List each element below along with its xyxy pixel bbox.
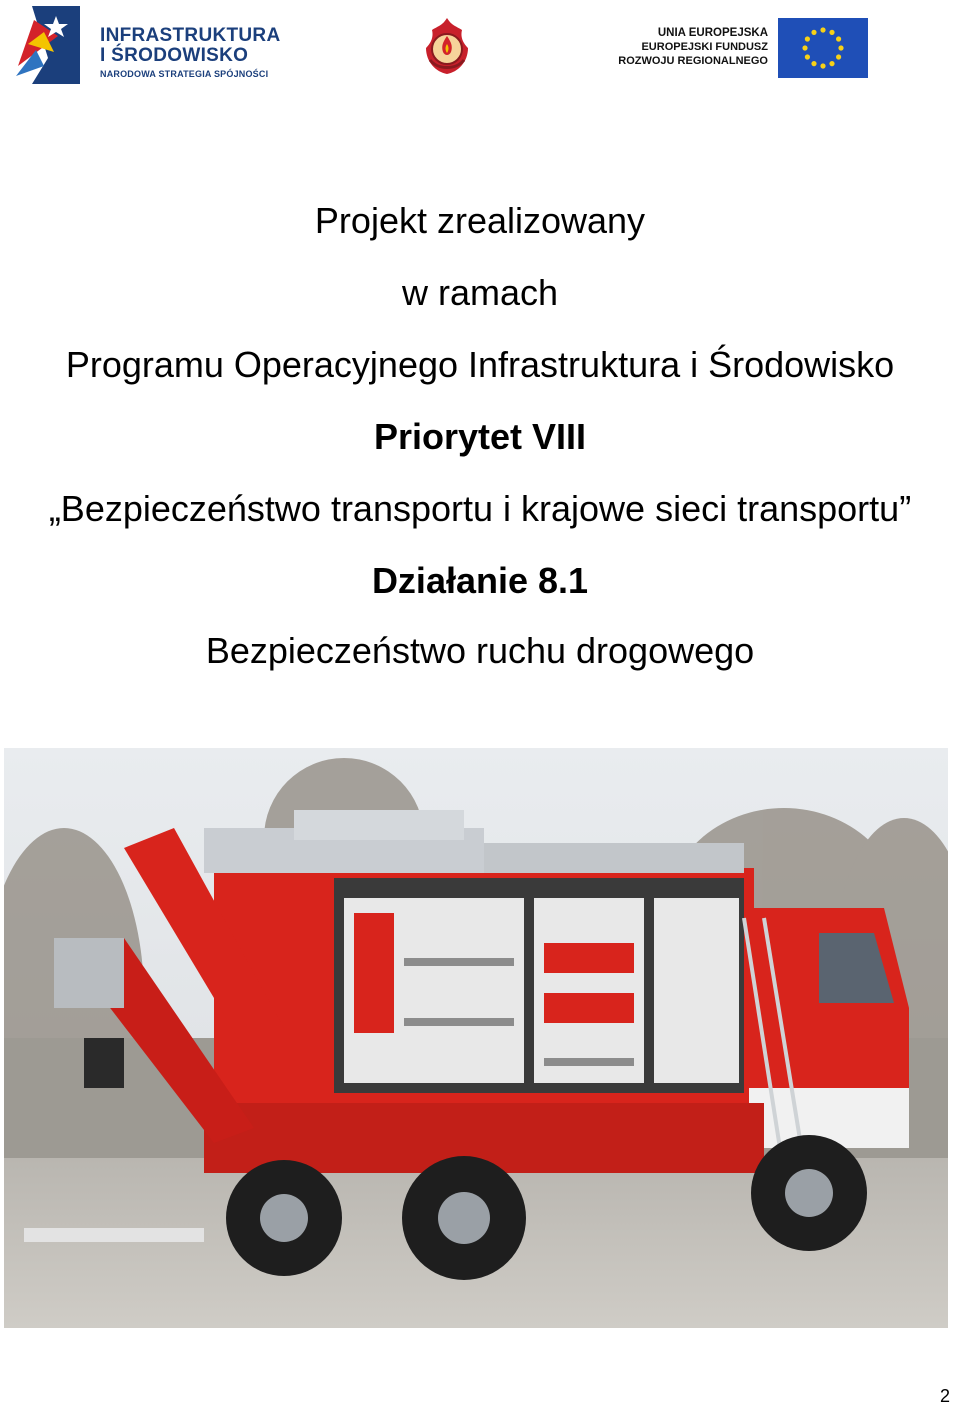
title-line-dzialanie: Działanie 8.1 — [371, 560, 589, 601]
infrastruktura-srodowisko-logo — [14, 6, 284, 86]
spojnosc-star-icon — [14, 6, 80, 84]
eu-flag-icon — [778, 18, 868, 78]
logo-title-line1: INFRASTRUKTURA — [100, 25, 281, 46]
eu-erdf-logo — [600, 18, 870, 80]
title-line-priorytet: Priorytet VIII — [373, 416, 587, 457]
title-line-bezpieczenstwo-transportu: „Bezpieczeństwo transportu i krajowe sieci transportu” — [48, 488, 912, 529]
title-line-ruch-drogowy: Bezpieczeństwo ruchu drogowego — [205, 630, 755, 671]
title-line-projekt: Projekt zrealizowany — [314, 200, 646, 241]
logo-title-line2: I ŚRODOWISKO — [100, 45, 249, 66]
eu-logo-line1: UNIA EUROPEJSKA — [657, 27, 768, 39]
eu-logo-line3: ROZWOJU REGIONALNEGO — [618, 55, 768, 67]
page-number: 2 — [939, 1386, 950, 1406]
fire-rescue-truck-photo — [4, 748, 948, 1328]
title-line-program: Programu Operacyjnego Infrastruktura i Środowisko — [65, 344, 895, 385]
fire-service-emblem-icon — [418, 16, 476, 76]
eu-logo-line2: EUROPEJSKI FUNDUSZ — [641, 41, 768, 53]
logo-subtitle: NARODOWA STRATEGIA SPÓJNOŚCI — [100, 69, 269, 79]
title-line-w-ramach: w ramach — [401, 272, 559, 313]
